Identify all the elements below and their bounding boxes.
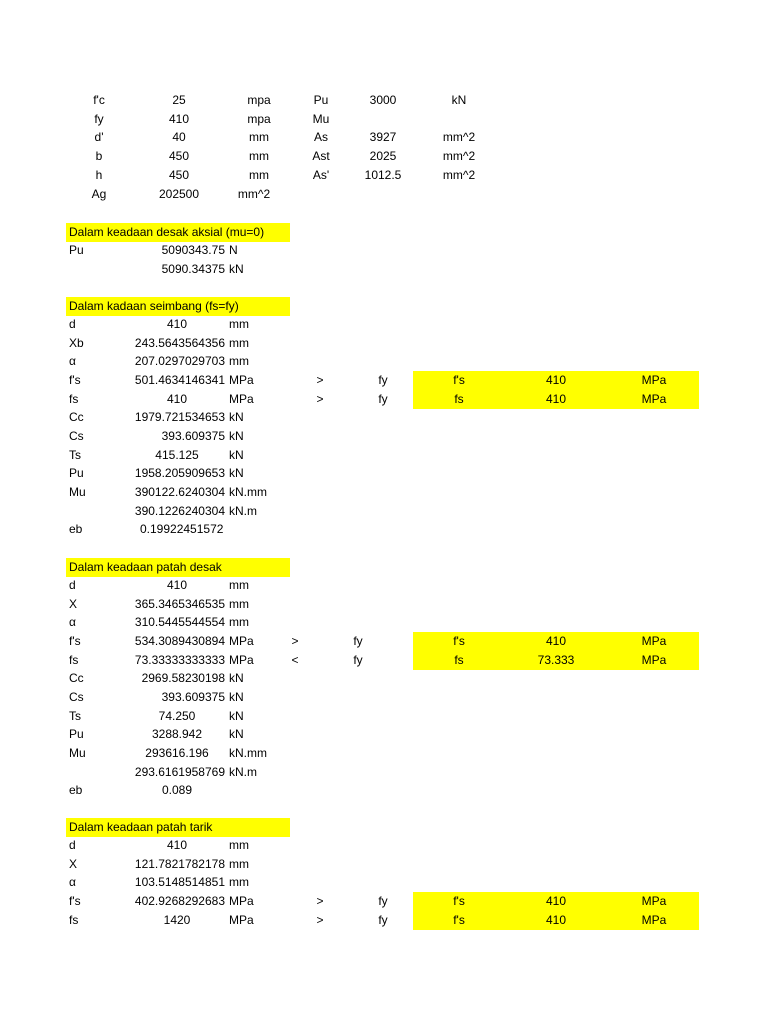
result-value[interactable]: 1420 [163,913,191,927]
result-value[interactable]: 0.089 [161,783,193,797]
result-row [0,464,768,483]
check-value[interactable]: 410 [545,913,567,927]
result-row [0,315,768,334]
result-unit[interactable] [229,520,299,539]
result-label[interactable]: Ts [69,448,81,462]
result-row [0,334,768,353]
result-row [0,911,768,930]
param-unit-2[interactable]: mm^2 [442,149,476,163]
result-unit[interactable]: kN [229,429,244,443]
result-row [0,632,768,651]
result-row [0,595,768,614]
result-row [0,241,768,260]
result-unit[interactable]: kN [229,466,244,480]
result-value[interactable]: 410 [166,392,188,406]
result-value[interactable]: 293.6161958769 [134,765,225,779]
check-unit[interactable]: MPa [641,634,667,648]
comparison-reference[interactable]: fy [378,894,388,908]
result-label[interactable]: Mu [69,485,86,499]
result-label[interactable]: f's [69,894,81,908]
result-unit[interactable]: mm [229,336,249,350]
check-label[interactable]: f's [453,894,465,908]
comparison-operator[interactable]: > [316,913,324,927]
result-label[interactable]: f's [69,634,81,648]
result-row [0,371,768,390]
section-title-compression[interactable]: Dalam keadaan patah desak [69,560,222,574]
param-label-2[interactable]: Mu [312,112,330,126]
result-unit[interactable]: MPa [229,894,254,908]
result-unit[interactable]: mm [229,857,249,871]
comparison-reference[interactable]: fy [378,913,388,927]
result-value[interactable]: 121.7821782178 [134,857,225,871]
result-row [0,651,768,670]
section-header-row [0,297,768,316]
param-value[interactable]: 202500 [158,187,200,201]
result-unit[interactable]: kN [229,410,244,424]
result-label[interactable]: Pu [69,466,84,480]
result-unit[interactable]: mm [229,875,249,889]
section-title-balanced[interactable]: Dalam kadaan seimbang (fs=fy) [69,299,239,313]
check-label[interactable]: f's [453,913,465,927]
result-value[interactable]: 390122.6240304 [134,485,225,499]
check-label[interactable]: f's [453,634,465,648]
check-value[interactable]: 410 [545,373,567,387]
param-unit[interactable]: mm [249,168,269,182]
param-value[interactable]: 450 [168,168,190,182]
result-unit[interactable]: kN.m [229,765,257,779]
result-unit[interactable]: kN [229,448,244,462]
param-label[interactable]: fy [94,112,104,126]
result-row [0,744,768,763]
result-label[interactable]: d [69,838,76,852]
param-value[interactable]: 410 [168,112,190,126]
check-label[interactable]: fs [454,392,464,406]
comparison-reference[interactable]: fy [353,653,363,667]
param-label-2[interactable]: As' [312,168,330,182]
result-label[interactable]: eb [69,783,83,797]
result-row [0,836,768,855]
result-value[interactable]: 2969.58230198 [141,671,225,685]
result-unit[interactable]: mm [229,615,249,629]
section-header-row [0,223,768,242]
result-label[interactable]: Cc [69,410,84,424]
result-unit[interactable]: mm [229,317,249,331]
result-value[interactable]: 410 [166,317,188,331]
result-unit[interactable]: kN [229,727,244,741]
result-value[interactable]: 1958.205909653 [134,466,225,480]
param-label-2[interactable]: Pu [313,93,329,107]
result-value[interactable]: 74.250 [158,709,196,723]
result-value[interactable]: 243.5643564356 [134,336,225,350]
result-row [0,873,768,892]
result-row [0,669,768,688]
result-row [0,390,768,409]
param-row [0,91,768,110]
result-label[interactable]: f's [69,373,81,387]
param-unit-2[interactable]: kN [451,93,467,107]
param-unit-2[interactable] [428,110,490,129]
result-label[interactable]: eb [69,522,83,536]
param-unit-2[interactable]: mm^2 [442,130,476,144]
result-unit[interactable]: kN [229,262,244,276]
result-label[interactable]: fs [69,653,79,667]
param-unit[interactable]: mm [249,130,269,144]
param-value-2[interactable]: 1012.5 [364,168,402,182]
result-unit[interactable]: MPa [229,913,254,927]
result-row [0,613,768,632]
result-label[interactable]: Cc [69,671,84,685]
result-unit[interactable]: MPa [229,392,254,406]
section-header-row [0,558,768,577]
result-label[interactable]: Cs [69,690,84,704]
result-label[interactable]: X [69,857,78,871]
param-label[interactable]: h [95,168,103,182]
check-value[interactable]: 410 [545,392,567,406]
comparison-operator[interactable]: < [291,653,299,667]
result-row [0,352,768,371]
result-label[interactable]: Xb [69,336,84,350]
result-unit[interactable]: mm [229,578,249,592]
result-label[interactable]: d [69,317,76,331]
result-unit[interactable]: kN [229,690,244,704]
result-row [0,576,768,595]
result-label[interactable]: fs [69,913,79,927]
result-value[interactable]: 365.3465346535 [134,597,225,611]
result-unit[interactable]: kN.mm [229,485,267,499]
param-value[interactable]: 40 [172,130,186,144]
check-unit[interactable]: MPa [641,392,667,406]
comparison-reference[interactable]: fy [378,392,388,406]
param-value-2[interactable]: 3927 [369,130,397,144]
result-label[interactable]: X [69,597,78,611]
result-unit[interactable]: kN.mm [229,746,267,760]
result-value[interactable]: 207.0297029703 [134,354,225,368]
section-header-row [0,818,768,837]
result-label[interactable]: α [69,354,76,368]
result-row [0,427,768,446]
result-value[interactable]: 5090.34375 [161,262,225,276]
param-value-2[interactable]: 3000 [369,93,397,107]
result-value[interactable]: 393.609375 [161,429,225,443]
check-label[interactable]: f's [453,373,465,387]
result-row [0,763,768,782]
param-unit[interactable]: mpa [247,112,271,126]
section-title-tension[interactable]: Dalam keadaan patah tarik [69,820,213,834]
result-value[interactable]: 293616.196 [145,746,209,760]
result-row [0,781,768,800]
result-row [0,688,768,707]
result-row [0,725,768,744]
result-label[interactable]: fs [69,392,79,406]
result-value[interactable]: 3288.942 [151,727,203,741]
param-value[interactable]: 25 [172,93,186,107]
section-title-axial[interactable]: Dalam keadaan desak aksial (mu=0) [69,225,265,239]
param-row [0,147,768,166]
param-value[interactable]: 450 [168,149,190,163]
result-label[interactable]: Ts [69,709,81,723]
param-unit[interactable]: mm [249,149,269,163]
param-unit[interactable]: mm^2 [237,187,271,201]
param-row [0,185,768,204]
comparison-operator[interactable]: > [316,392,324,406]
result-label[interactable]: α [69,615,76,629]
param-row [0,166,768,185]
param-row [0,128,768,147]
param-row [0,110,768,129]
result-row [0,855,768,874]
result-unit[interactable]: MPa [229,653,254,667]
result-value[interactable]: 0.19922451572 [140,522,224,536]
result-value[interactable]: 310.5445544554 [134,615,225,629]
param-label[interactable]: f'c [93,93,105,107]
result-label[interactable]: Pu [69,727,84,741]
param-label-2[interactable]: Ast [312,149,330,163]
result-label[interactable]: Pu [69,243,84,257]
param-label-2[interactable]: As [313,130,328,144]
result-value[interactable]: 5090343.75 [161,243,225,257]
check-value[interactable]: 410 [545,894,567,908]
check-unit[interactable]: MPa [641,913,667,927]
comparison-operator[interactable]: > [316,894,324,908]
result-row [0,892,768,911]
result-unit[interactable]: MPa [229,373,254,387]
result-row [0,260,768,279]
result-row [0,502,768,521]
result-unit[interactable]: kN [229,671,244,685]
check-label[interactable]: fs [454,653,464,667]
result-label[interactable]: α [69,875,76,889]
param-unit-2[interactable]: mm^2 [442,168,476,182]
comparison-reference[interactable]: fy [353,634,363,648]
result-value[interactable]: 410 [166,838,188,852]
result-value[interactable]: 1979.721534653 [134,410,225,424]
result-value[interactable]: 73.33333333333 [134,653,225,667]
result-value[interactable]: 393.609375 [161,690,225,704]
param-unit[interactable]: mpa [247,93,271,107]
result-label[interactable]: Cs [69,429,84,443]
result-value[interactable]: 390.1226240304 [134,504,225,518]
result-unit[interactable]: mm [229,354,249,368]
result-unit[interactable]: kN.m [229,504,257,518]
result-value[interactable]: 501.4634146341 [134,373,225,387]
check-unit[interactable]: MPa [641,894,667,908]
comparison-operator[interactable]: > [316,373,324,387]
result-value[interactable]: 534.3089430894 [134,634,225,648]
result-unit[interactable]: mm [229,838,249,852]
result-label[interactable]: d [69,578,76,592]
result-value[interactable]: 410 [166,578,188,592]
check-value[interactable]: 73.333 [537,653,575,667]
result-label[interactable]: Mu [69,746,86,760]
result-value[interactable]: 103.5148514851 [134,875,225,889]
result-value[interactable]: 415.125 [155,448,199,462]
comparison-reference[interactable]: fy [378,373,388,387]
result-value[interactable]: 402.9268292683 [134,894,225,908]
result-unit[interactable]: mm [229,597,249,611]
param-label[interactable]: b [95,149,103,163]
param-value-2[interactable] [352,110,414,129]
result-row [0,483,768,502]
result-unit[interactable]: N [229,243,238,257]
result-unit[interactable] [229,781,299,800]
comparison-operator[interactable]: > [291,634,299,648]
result-row [0,408,768,427]
param-label[interactable]: Ag [91,187,107,201]
result-unit[interactable]: kN [229,709,244,723]
check-unit[interactable]: MPa [641,373,667,387]
check-value[interactable]: 410 [545,634,567,648]
param-value-2[interactable]: 2025 [369,149,397,163]
param-label[interactable]: d' [94,130,104,144]
result-unit[interactable]: MPa [229,634,254,648]
result-row [0,707,768,726]
result-row [0,446,768,465]
result-row [0,520,768,539]
check-unit[interactable]: MPa [641,653,667,667]
